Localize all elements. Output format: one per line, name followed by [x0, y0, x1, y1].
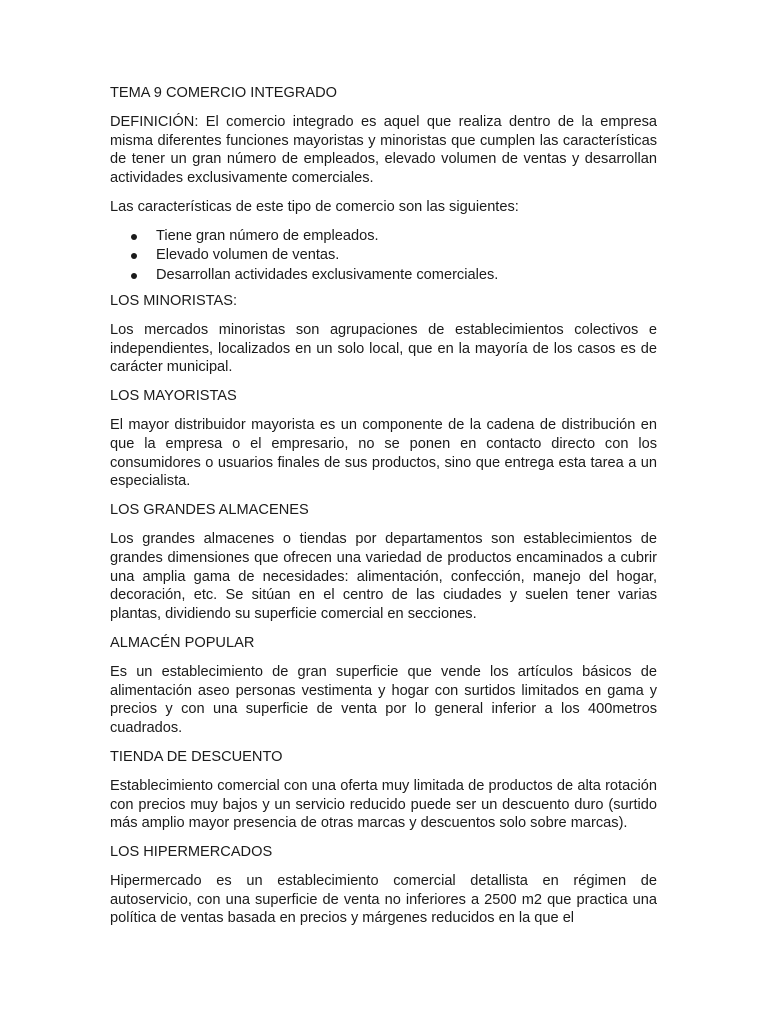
section-heading-minoristas: LOS MINORISTAS: [110, 292, 238, 309]
section-heading-hipermercados: LOS HIPERMERCADOS [110, 844, 273, 861]
list-item-text: Tiene gran número de empleados. [156, 228, 379, 245]
section-body-hipermercados: Hipermercado es un establecimiento comercial detallista en régimen de autoservicio, con una superficie de venta no inferiores a 2500 m2 que practica una política de ventas basada en precios y márgenes reducidos en la que el [110, 873, 657, 927]
section-body-tienda-descuento: Establecimiento comercial con una oferta muy limitada de productos de alta rotación con precios muy bajos y un servicio reducido puede ser un descuento duro (surtido más amplio mayor presencia de otras marcas y descuentos solo sobre marcas). [110, 777, 657, 832]
bullet-icon [131, 234, 137, 240]
list-item [110, 227, 657, 246]
section-heading-mayoristas: LOS MAYORISTAS [110, 388, 237, 405]
section-heading-tienda-descuento: TIENDA DE DESCUENTO [110, 748, 283, 765]
characteristics-list [110, 227, 657, 285]
list-item [110, 266, 657, 285]
list-item-text: Elevado volumen de ventas. [156, 247, 340, 264]
list-item [110, 246, 657, 265]
characteristics-intro: Las características de este tipo de comercio son las siguientes: [110, 198, 519, 215]
section-heading-almacen-popular: ALMACÉN POPULAR [110, 634, 255, 651]
section-body-mayoristas: El mayor distribuidor mayorista es un componente de la cadena de distribución en que la empresa o el empresario, no se ponen en contacto directo con los consumidores o usuarios finales de sus productos, sino que entrega esta tarea a un especialista. [110, 417, 657, 490]
definition-paragraph: DEFINICIÓN: El comercio integrado es aquel que realiza dentro de la empresa misma diferentes funciones mayoristas y minoristas que cumplen las características de tener un gran número de empleados, elevado volumen de ventas y desarrollan actividades exclusivamente comerciales. [110, 114, 657, 186]
section-body-grandes-almacenes: Los grandes almacenes o tiendas por departamentos son establecimientos de grandes dimensiones que ofrecen una variedad de productos encaminados a cubrir una amplia gama de necesidades: alimentación, confección, manejo del hogar, decoración, etc. Se sitúan en el centro de las ciudades y suelen tener varias plantas, dividiendo su superficie comercial en secciones. [110, 531, 657, 622]
section-body-minoristas: Los mercados minoristas son agrupaciones de establecimientos colectivos e independientes, localizados en un solo local, que en la mayoría de los casos es de carácter municipal. [110, 322, 657, 376]
document-title: TEMA 9 COMERCIO INTEGRADO [110, 85, 338, 101]
bullet-icon [131, 273, 137, 279]
document-page [110, 84, 657, 939]
section-body-almacen-popular: Es un establecimiento de gran superficie que vende los artículos básicos de alimentación aseo personas vestimenta y hogar con surtidos limitados en gama y precios y con una superficie de venta por lo general inferior a los 400metros cuadrados. [110, 663, 657, 736]
list-item-text: Desarrollan actividades exclusivamente comerciales. [156, 266, 499, 283]
bullet-icon [131, 253, 137, 259]
section-heading-grandes-almacenes: LOS GRANDES ALMACENES [110, 502, 309, 519]
